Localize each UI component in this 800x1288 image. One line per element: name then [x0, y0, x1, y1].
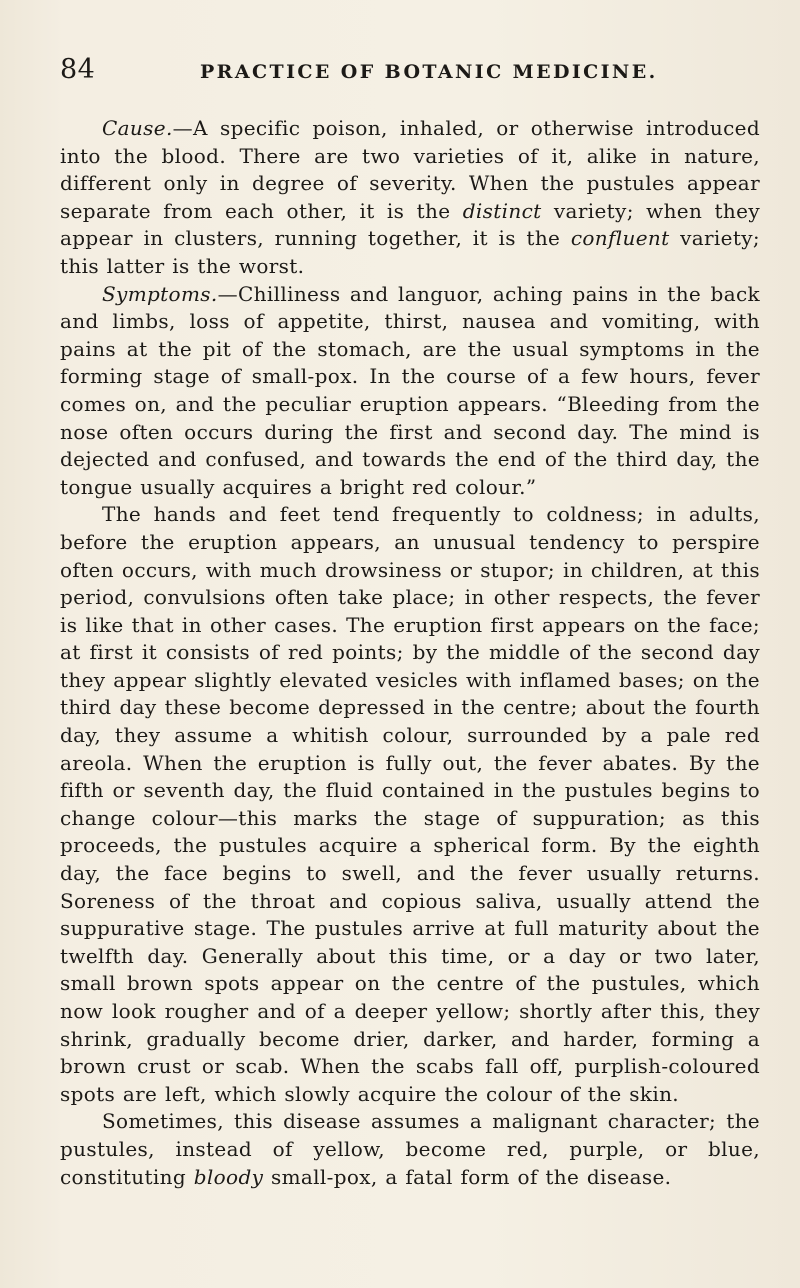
paragraph-text: —Chilliness and languor, aching pains in the back and limbs, loss of appetite, thirst, nausea and vomiting, with pains at the pit of the stomach, are the usual symptoms in the forming stage of small-pox. In the course of a few hours, fever comes on, and the peculiar eruption appears. “Bleeding from the nose often occurs during the first and second day. The mind is dejected and confused, and towards the end of the third day, the tongue usually acquires a bright red colour.”: [60, 281, 760, 499]
paragraph-cause: [60, 115, 760, 281]
paragraph-text: —A specific poison, inhaled, or otherwise introduced into the blood. There are two varieties of it, alike in nature, different only in degree of severity. When the pustules appear separate from each other, it is the: [60, 116, 760, 223]
paragraph-text: variety; when they appear in clusters, running together, it is the: [60, 198, 760, 251]
paragraph-text: variety; this latter is the worst.: [60, 226, 760, 278]
section-lead-cause: Cause.: [102, 116, 173, 140]
emphasis-confluent: confluent: [570, 226, 670, 251]
section-lead-symptoms: Symptoms.: [102, 281, 218, 306]
paragraph-progression: [60, 501, 760, 1108]
emphasis-bloody: bloody: [193, 1164, 264, 1189]
paragraph-symptoms: [60, 281, 760, 502]
paragraph-text: Sometimes, this disease assumes a malignant character; the pustules, instead of yellow, become red, purple, or blue, constituting: [60, 1109, 760, 1189]
emphasis-distinct: distinct: [462, 198, 542, 223]
page-header: [60, 52, 760, 88]
body-text: [60, 115, 760, 1191]
paragraph-text: small-pox, a fatal form of the disease.: [263, 1164, 672, 1189]
paragraph-text: The hands and feet tend frequently to coldness; in adults, before the eruption appears, an unusual tendency to perspire often occurs, with much drowsiness or stupor; in children, at this period, convulsions often take place; in other respects, the fever is like that in other cases. The eruption first appears on the face; at first it consists of red points; by the middle of the second day they appear slightly elevated vesicles with inflamed bases; on the third day these become depressed in the centre; about the fourth day, they assume a whitish colour, surrounded by a pale red areola. When the eruption is fully out, the fever abates. By the fifth or seventh day, the fluid contained in the pustules begins to change colour—this marks the stage of suppuration; as this proceeds, the pustules acquire a spherical form. By the eighth day, the face begins to swell, and the fever usually returns. Soreness of the throat and copious saliva, usually attend the suppurative stage. The pustules arrive at full maturity about the twelfth day. Generally about this time, or a day or two later, small brown spots appear on the centre of the pustules, which now look rougher and of a deeper yellow; shortly after this, they shrink, gradually become drier, darker, and harder, forming a brown crust or scab. When the scabs fall off, purplish-coloured spots are left, which slowly acquire the colour of the skin.: [60, 502, 760, 1106]
paragraph-malignant: [60, 1108, 760, 1191]
running-title: PRACTICE OF BOTANIC MEDICINE.: [200, 61, 658, 83]
page-number: 84: [60, 54, 96, 85]
